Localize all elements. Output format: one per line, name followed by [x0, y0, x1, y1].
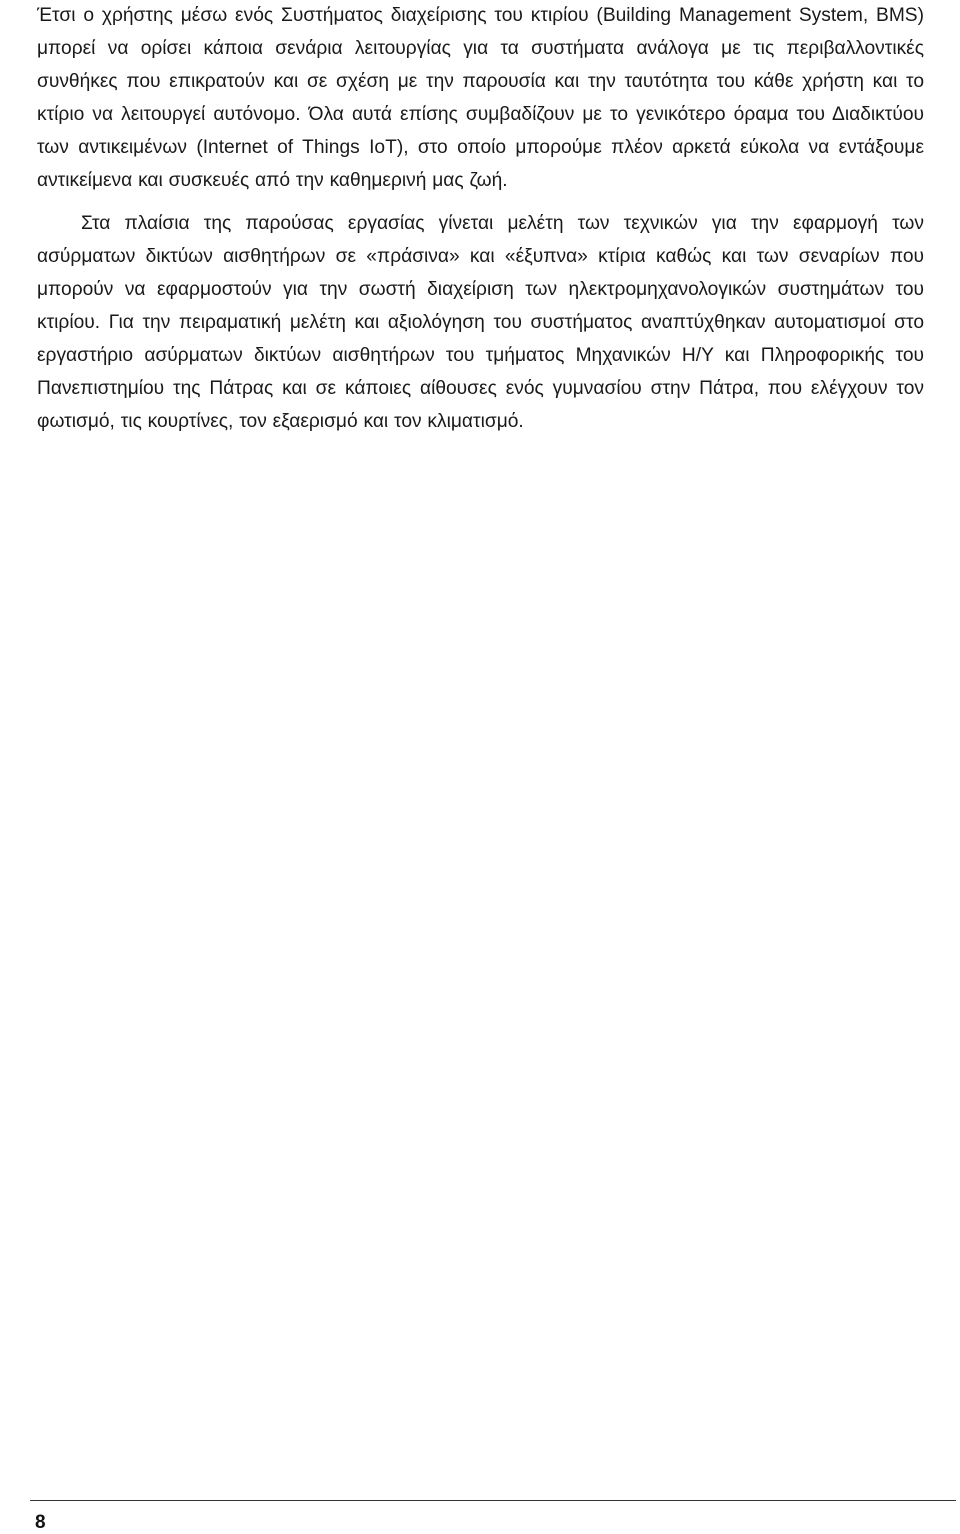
document-body — [37, 0, 924, 438]
paragraph-bms-scenarios: Έτσι ο χρήστης μέσω ενός Συστήματος διαχείρισης του κτιρίου (Building Management System, BMS) μπορεί να ορίσει κάποια σενάρια λειτουργίας για τα συστήματα ανάλογα με τις περιβαλλοντικές συνθήκες που επικρατούν και σε σχέση με την παρουσία και την ταυτότητα του κάθε χρήστη και το κτίριο να λειτουργεί αυτόνομο. Όλα αυτά επίσης συμβαδίζουν με το γενικότερο όραμα του Διαδικτύου των αντικειμένων (Internet of Things IoT), στο οποίο μπορούμε πλέον αρκετά εύκολα να εντάξουμε αντικείμενα και συσκευές από την καθημερινή μας ζωή. — [37, 5, 924, 191]
page-number: 8 — [35, 1512, 46, 1533]
paragraph-thesis-scope: Στα πλαίσια της παρούσας εργασίας γίνεται μελέτη των τεχνικών για την εφαρμογή των ασύρματων δικτύων αισθητήρων σε «πράσινα» και «έξυπνα» κτίρια καθώς και των σεναρίων που μπορούν να εφαρμοστούν για την σωστή διαχείριση των ηλεκτρομηχανολογικών συστημάτων του κτιρίου. Για την πειραματική μελέτη και αξιολόγηση του συστήματος αναπτύχθηκαν αυτοματισμοί στο εργαστήριο ασύρματων δικτύων αισθητήρων του τμήματος Μηχανικών Η/Υ και Πληροφορικής του Πανεπιστημίου της Πάτρας και σε κάποιες αίθουσες ενός γυμνασίου στην Πάτρα, που ελέγχουν τον φωτισμό, τις κουρτίνες, τον εξαερισμό και τον κλιματισμό. — [37, 213, 924, 432]
footer-divider — [30, 1500, 956, 1501]
